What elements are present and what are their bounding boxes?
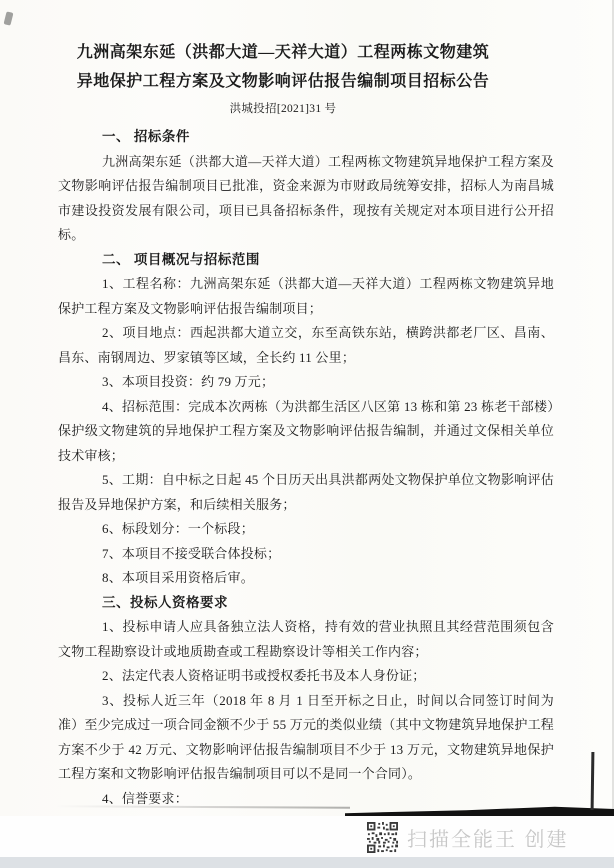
list-item: 7、本项目不接受联合体投标； xyxy=(102,545,281,561)
scan-bottom-band xyxy=(0,857,614,868)
camscanner-footer xyxy=(367,819,569,855)
watermark-text: 扫描全能王 创建 xyxy=(407,828,569,851)
list-item: 3、本项目投资：约 79 万元； xyxy=(102,374,275,389)
list-item: 1、工程名称：九洲高架东延（洪都大道—天祥大道）工程两栋文物建筑异地保护工程方案及文物影响评估报告编制项目； xyxy=(58,276,554,316)
document-title-line2: 异地保护工程方案及文物影响评估报告编制项目招标公告 xyxy=(76,73,490,90)
list-item: 1、投标申请人应具备独立法人资格，持有效的营业执照且其经营范围须包含文物工程勘察设计或地质勘查或工程勘察设计等相关工作内容； xyxy=(58,619,554,659)
list-item: 2、法定代表人资格证明书或授权委托书及本人身份证； xyxy=(102,668,426,683)
list-item: 3、投标人近三年（2018 年 8 月 1 日至开标之日止，时间以合同签订时间为准）至少完成过一项合同金额不少于 55 万元的类似业绩（其中文物建筑异地保护工程方案不少于 42 万元、文物影响评估报告编制项目不少于 13 万元，文物建筑异地保护工程方案和文物影响评估报告编制项目可以不是同一个合同）。 xyxy=(58,692,554,781)
document-header xyxy=(58,38,554,117)
list-item: 5、工期：自中标之日起 45 个日历天出具洪都两处文物保护单位文物影响评估报告及异地保护方案，和后续相关服务； xyxy=(58,472,554,512)
document-number: 洪城投招[2021]31 号 xyxy=(229,103,337,115)
document-title-line1: 九洲高架东延（洪都大道—天祥大道）工程两栋文物建筑 xyxy=(76,44,490,61)
scan-corner-artifact xyxy=(4,11,14,25)
list-item: 2、项目地点：西起洪都大道立交，东至高铁东站，横跨洪都老厂区、昌南、昌东、南钢周边、罗家镇等区域，全长约 11 公里； xyxy=(58,325,554,365)
list-item: 4、信誉要求： xyxy=(102,790,188,806)
section-heading-2: 二、 项目概况与招标范围 xyxy=(102,251,260,267)
qr-code-icon xyxy=(367,822,398,853)
paragraph: 九洲高架东延（洪都大道—天祥大道）工程两栋文物建筑异地保护工程方案及文物影响评估报告编制项目已批准，资金来源为市财政局统筹安排，招标人为南昌城市建设投资发展有限公司，项目已具备招标条件，现按有关规定对本项目进行公开招标。 xyxy=(58,153,554,242)
section-heading-3: 三、投标人资格要求 xyxy=(102,594,228,610)
list-item: 8、本项目采用资格后审。 xyxy=(102,570,254,585)
page-edge-shadow-side xyxy=(591,752,595,810)
section-heading-1: 一、 招标条件 xyxy=(102,129,190,144)
document-content xyxy=(58,38,554,811)
document-body xyxy=(58,125,554,811)
list-item: 4、招标范围：完成本次两栋（为洪都生活区八区第 13 栋和第 23 栋老干部楼）保护级文物建筑的异地保护工程方案及文物影响评估报告编制，并通过文保相关单位技术审核； xyxy=(58,398,554,463)
list-item: 6、标段划分：一个标段； xyxy=(102,521,254,536)
